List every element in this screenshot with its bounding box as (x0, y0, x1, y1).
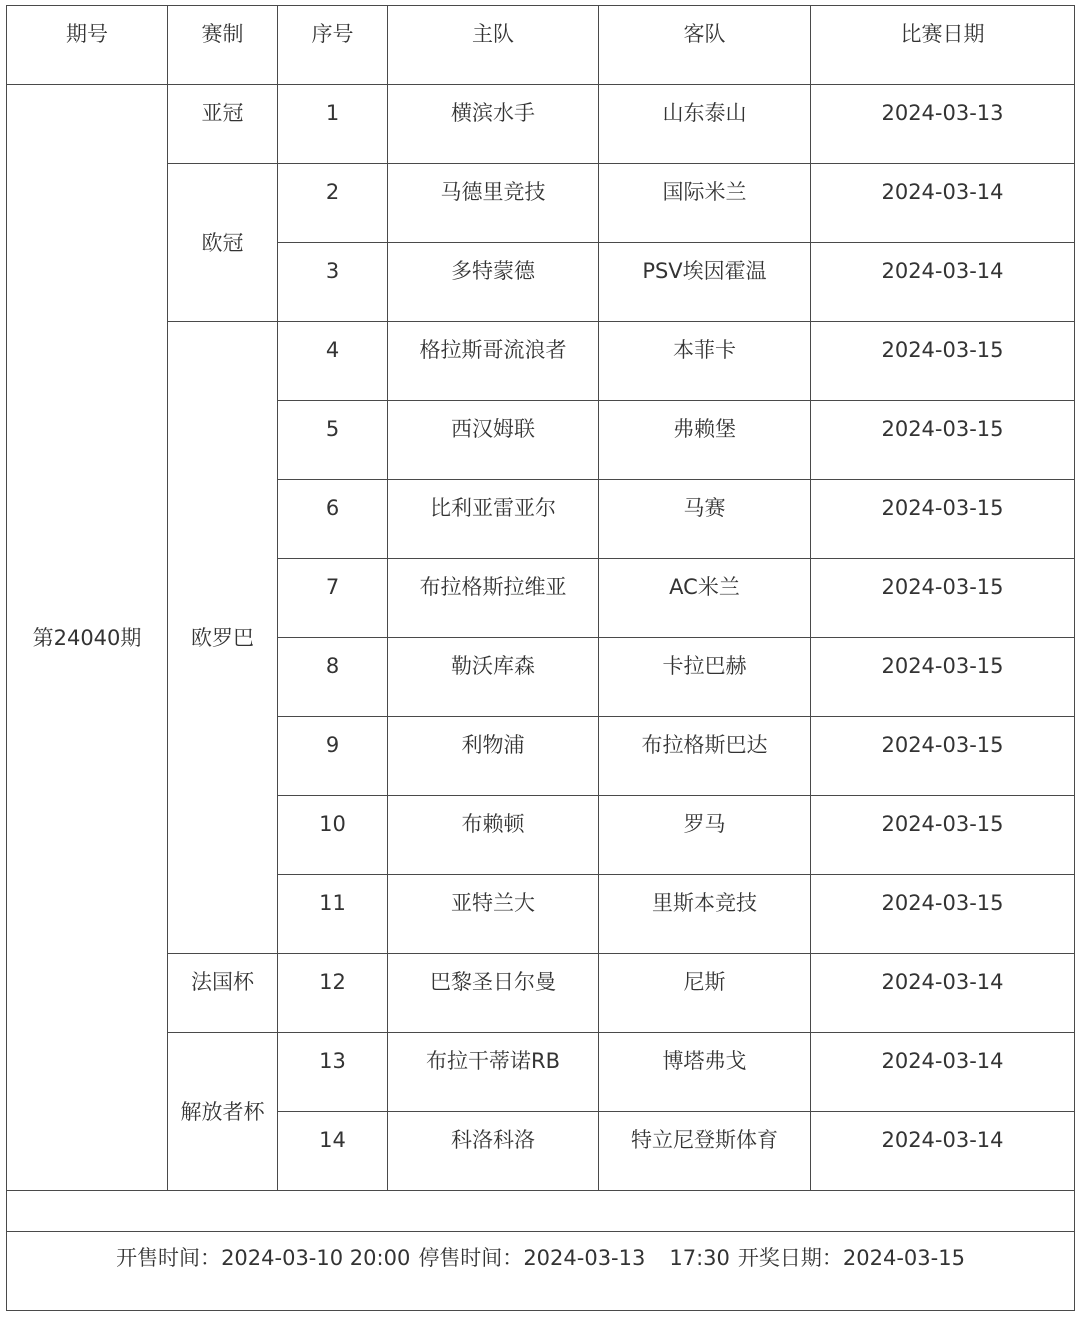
match-number-cell: 8 (278, 638, 388, 717)
header-competition: 赛制 (168, 6, 278, 85)
away-team-cell: 弗赖堡 (599, 401, 811, 480)
home-team-cell: 布拉干蒂诺RB (388, 1033, 599, 1112)
sale-stop-label: 停售时间： (418, 1246, 524, 1270)
match-number-cell: 3 (278, 243, 388, 322)
table-row (7, 322, 1075, 401)
match-date-cell: 2024-03-15 (811, 717, 1075, 796)
match-number-cell: 7 (278, 559, 388, 638)
header-home-team: 主队 (388, 6, 599, 85)
away-team-cell: 博塔弗戈 (599, 1033, 811, 1112)
match-date-cell: 2024-03-15 (811, 401, 1075, 480)
home-team-cell: 马德里竞技 (388, 164, 599, 243)
header-match-date: 比赛日期 (811, 6, 1075, 85)
match-number-cell: 11 (278, 875, 388, 954)
home-team-cell: 利物浦 (388, 717, 599, 796)
match-date-cell: 2024-03-14 (811, 1112, 1075, 1191)
header-row (7, 6, 1075, 85)
away-team-cell: 卡拉巴赫 (599, 638, 811, 717)
sale-start-label: 开售时间： (116, 1246, 222, 1270)
away-team-cell: PSV埃因霍温 (599, 243, 811, 322)
header-issue: 期号 (7, 6, 168, 85)
home-team-cell: 科洛科洛 (388, 1112, 599, 1191)
spacer-row (7, 1191, 1075, 1232)
sale-start-value: 2024-03-10 20:00 (221, 1246, 411, 1270)
competition-cell: 法国杯 (168, 954, 278, 1033)
away-team-cell: 本菲卡 (599, 322, 811, 401)
sale-stop-time: 17:30 (669, 1246, 730, 1270)
match-date-cell: 2024-03-14 (811, 954, 1075, 1033)
match-date-cell: 2024-03-14 (811, 1033, 1075, 1112)
match-date-cell: 2024-03-15 (811, 875, 1075, 954)
table-row (7, 954, 1075, 1033)
draw-date-value: 2024-03-15 (842, 1246, 965, 1270)
match-number-cell: 10 (278, 796, 388, 875)
competition-cell: 亚冠 (168, 85, 278, 164)
home-team-cell: 亚特兰大 (388, 875, 599, 954)
away-team-cell: 里斯本竞技 (599, 875, 811, 954)
match-number-cell: 4 (278, 322, 388, 401)
match-date-cell: 2024-03-15 (811, 796, 1075, 875)
footer-row (7, 1232, 1075, 1311)
away-team-cell: AC米兰 (599, 559, 811, 638)
away-team-cell: 尼斯 (599, 954, 811, 1033)
away-team-cell: 山东泰山 (599, 85, 811, 164)
header-away-team: 客队 (599, 6, 811, 85)
match-schedule-table (6, 5, 1075, 1311)
match-number-cell: 12 (278, 954, 388, 1033)
away-team-cell: 罗马 (599, 796, 811, 875)
home-team-cell: 巴黎圣日尔曼 (388, 954, 599, 1033)
match-number-cell: 2 (278, 164, 388, 243)
table-row (7, 164, 1075, 243)
match-number-cell: 14 (278, 1112, 388, 1191)
match-number-cell: 5 (278, 401, 388, 480)
sale-info-line (116, 1246, 965, 1270)
away-team-cell: 国际米兰 (599, 164, 811, 243)
competition-cell: 欧冠 (168, 164, 278, 322)
match-date-cell: 2024-03-15 (811, 480, 1075, 559)
away-team-cell: 布拉格斯巴达 (599, 717, 811, 796)
match-date-cell: 2024-03-15 (811, 559, 1075, 638)
match-number-cell: 9 (278, 717, 388, 796)
issue-cell: 第24040期 (7, 85, 168, 1191)
home-team-cell: 布拉格斯拉维亚 (388, 559, 599, 638)
spacer-cell (7, 1191, 1075, 1232)
away-team-cell: 马赛 (599, 480, 811, 559)
home-team-cell: 横滨水手 (388, 85, 599, 164)
home-team-cell: 布赖顿 (388, 796, 599, 875)
home-team-cell: 比利亚雷亚尔 (388, 480, 599, 559)
competition-cell: 解放者杯 (168, 1033, 278, 1191)
match-date-cell: 2024-03-15 (811, 638, 1075, 717)
competition-cell: 欧罗巴 (168, 322, 278, 954)
match-date-cell: 2024-03-14 (811, 164, 1075, 243)
home-team-cell: 西汉姆联 (388, 401, 599, 480)
match-number-cell: 6 (278, 480, 388, 559)
header-number: 序号 (278, 6, 388, 85)
home-team-cell: 勒沃库森 (388, 638, 599, 717)
home-team-cell: 格拉斯哥流浪者 (388, 322, 599, 401)
away-team-cell: 特立尼登斯体育 (599, 1112, 811, 1191)
draw-date-label: 开奖日期： (737, 1246, 843, 1270)
match-date-cell: 2024-03-15 (811, 322, 1075, 401)
table-row (7, 1033, 1075, 1112)
match-number-cell: 1 (278, 85, 388, 164)
table-row (7, 85, 1075, 164)
sale-stop-date: 2024-03-13 (523, 1246, 646, 1270)
match-number-cell: 13 (278, 1033, 388, 1112)
match-date-cell: 2024-03-14 (811, 243, 1075, 322)
match-date-cell: 2024-03-13 (811, 85, 1075, 164)
sale-info-cell (7, 1232, 1075, 1311)
home-team-cell: 多特蒙德 (388, 243, 599, 322)
